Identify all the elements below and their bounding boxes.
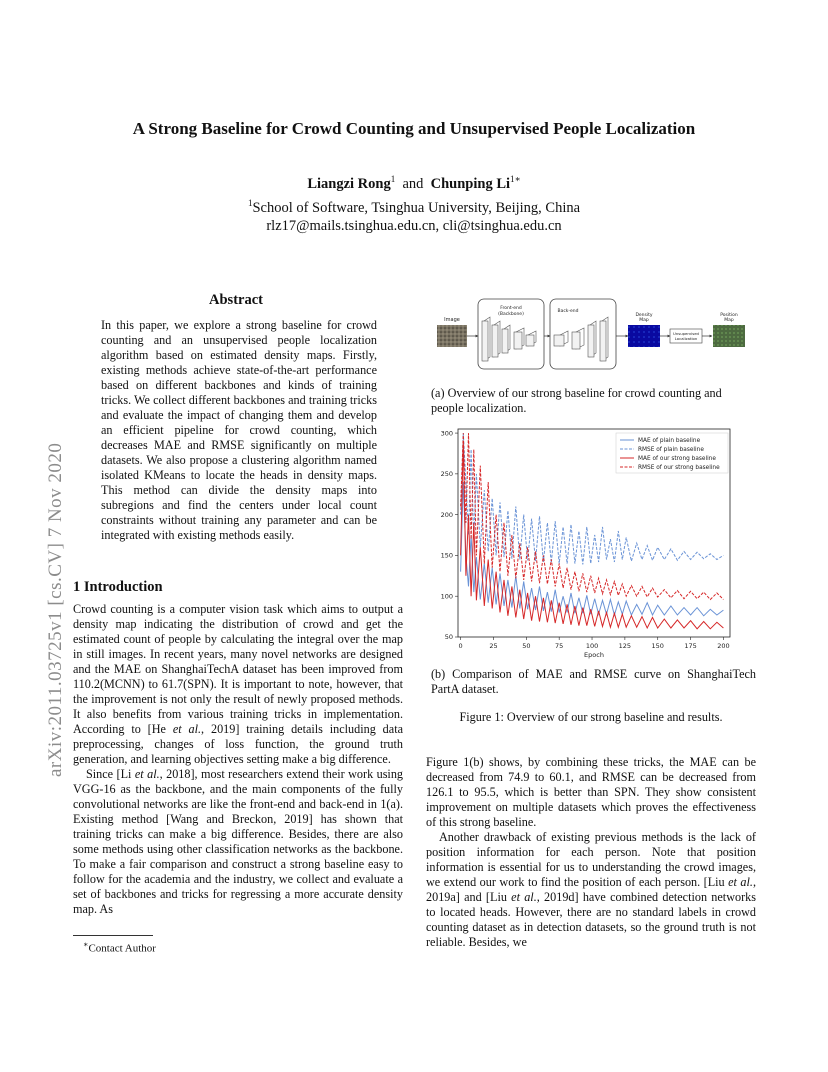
- arxiv-stamp: [23, 307, 66, 777]
- intro-paragraph-4: [426, 830, 756, 950]
- intro-p2-part-a: Since [Li: [86, 767, 135, 781]
- position-label-1: Position: [720, 313, 738, 318]
- figure-caption: Figure 1: Overview of our strong baseline and results.: [459, 710, 723, 724]
- frontend-label-2: (Backbone): [498, 312, 524, 317]
- intro-paragraph-3: Figure 1(b) shows, by combining these tricks, the MAE can be decreased from 74.9 to 60.1, and RMSE can be decreased from 126.1 to 95.5, which is better than SPN. They show consistent improvement on multiple datasets which proves the effectiveness of this strong baseline.: [426, 755, 756, 829]
- author-1: Liangzi Rong: [307, 175, 391, 192]
- x-tick-label: 25: [489, 642, 498, 650]
- x-tick-label: 150: [651, 642, 664, 650]
- y-tick-label: 100: [440, 592, 453, 601]
- input-crowd-texture: [437, 325, 467, 347]
- x-tick-label: 50: [522, 642, 531, 650]
- intro-p4-etal-1: et al.: [728, 875, 753, 889]
- x-tick-label: 100: [585, 642, 599, 650]
- author-conjunction: and: [402, 175, 424, 192]
- intro-p4-part-a: Another drawback of existing previous methods is the lack of position information for each person. Note that position information is essential for us to understanding the crowd images, we extend our work to find the position of each person. [Liu: [426, 830, 756, 889]
- pipeline-diagram: [432, 295, 758, 375]
- intro-paragraph-2: [73, 767, 403, 917]
- y-tick-label: 150: [440, 551, 453, 560]
- author-2-sup: 1∗: [510, 174, 521, 184]
- affiliation-text: School of Software, Tsinghua University, Beijing, China: [252, 199, 581, 216]
- y-tick-label: 300: [440, 429, 453, 438]
- abstract-text: In this paper, we explore a strong baseline for crowd counting and an unsupervised people localization algorithm based on estimated density maps. Firstly, existing methods achieve state-of-the-art performance based on different backbones and kinds of training tricks. We collect different backbones and training tricks and evaluate the impact of changing them and develop an efficient pipeline for crowd counting, which decreases MAE and RMSE significantly on multiple datasets. We also propose a clustering algorithm named isolated KMeans to locate the heads in density maps. This method can divide the density maps into subregions and find the centers under local count constraints without training any parameter and can be integrated with existing methods easily.: [101, 318, 377, 542]
- intro-p2-part-b: , 2018], most researchers extend their work using VGG-16 as the backbone, and the main components of the fully convolutional networks are like the front-end and back-end in 1(a). Existing method [Wang and Breckon, 2019] has shown that training tricks can make a big difference. Besides, there are also some methods using other classification networks as the backbone. To make a fair comparison and construct a strong baseline easy to follow for the academia and the industry, we collect and evaluate a set of backbones and tricks for regressing a more accurate density map. As: [73, 767, 404, 916]
- legend-entry: RMSE of our strong baseline: [638, 465, 720, 471]
- legend-entry: MAE of our strong baseline: [638, 456, 716, 462]
- unsup-label-2: Localization: [674, 336, 698, 341]
- footnote: [83, 940, 156, 955]
- intro-p4-etal-2: et al.: [511, 890, 537, 904]
- intro-left-column: [73, 602, 403, 917]
- mae-rmse-chart: [432, 425, 752, 660]
- affiliation: [0, 198, 828, 217]
- abstract-heading: Abstract: [209, 292, 263, 308]
- density-map-texture: [628, 325, 660, 347]
- intro-p1-etal: et al.: [172, 722, 202, 736]
- chart-legend: [616, 433, 728, 473]
- intro-p4-part-c: , 2019d] have combined detection networks to located heads. However, there are no standard labels in crowd counting dataset as in detection datasets, so the ground truth is not reliable. Besides, we: [426, 890, 756, 949]
- author-2: Chunping Li: [430, 175, 511, 192]
- intro-p1-part-a: Crowd counting is a computer vision task which aims to output a density map indicating the distribution of crowd and get the estimated count of people by calculating the integral over the map in still images. In recent years, many novel networks are designed and the MAE on ShanghaiTechA dataset has been improved from 110.2(MCNN) to 61.7(SPN). It is important to note, however, that the improvement is not only the result of newly proposed methods. It also benefits from various training tricks in implementation. According to [He: [73, 602, 403, 736]
- figure-caption-a: (a) Overview of our strong baseline for crowd counting and people localization.: [431, 386, 722, 415]
- paper-title: A Strong Baseline for Crowd Counting and Unsupervised People Localization: [132, 119, 696, 138]
- intro-paragraph-1: [73, 602, 403, 767]
- diagram-image-label: Image: [444, 317, 460, 323]
- intro-p4-part-b: , 2019a] and [Liu: [426, 875, 756, 904]
- legend-entry: MAE of plain baseline: [638, 438, 701, 444]
- arxiv-stamp-text: arXiv:2011.03725v1 [cs.CV] 7 Nov 2020: [45, 442, 66, 777]
- density-label-2: Map: [639, 318, 649, 323]
- author-line: [0, 174, 828, 193]
- y-tick-label: 50: [444, 633, 453, 642]
- frontend-label-1: Front-end: [500, 306, 522, 311]
- x-tick-label: 125: [618, 642, 632, 650]
- x-tick-label: 75: [555, 642, 564, 650]
- figure-caption-b: (b) Comparison of MAE and RMSE curve on ShanghaiTech PartA dataset.: [431, 667, 756, 696]
- intro-p1-part-b: , 2019] training details including data preprocessing, changes of loss function, the ground truth generation, and learning objectives setting make a big difference.: [73, 722, 403, 766]
- intro-right-column: [426, 755, 756, 950]
- author-1-sup: 1: [390, 174, 396, 184]
- x-axis-label: Epoch: [584, 651, 604, 659]
- intro-p2-etal: et al.: [134, 767, 160, 781]
- section-heading-introduction: 1 Introduction: [73, 579, 163, 595]
- unsup-label-1: Unsupervised: [673, 331, 699, 336]
- email-line: rlz17@mails.tsinghua.edu.cn, cli@tsinghua.edu.cn: [266, 218, 562, 234]
- density-label-1: Density: [635, 313, 653, 318]
- x-tick-label: 0: [458, 642, 463, 650]
- position-map-texture: [713, 325, 745, 347]
- position-label-2: Map: [724, 318, 734, 323]
- footnote-sup: ∗: [83, 940, 89, 949]
- y-tick-label: 200: [440, 510, 453, 519]
- y-tick-label: 250: [440, 470, 453, 479]
- affiliation-sup: 1: [247, 198, 253, 208]
- backend-label: Back-end: [557, 309, 579, 314]
- footnote-text: Contact Author: [88, 942, 156, 955]
- footnote-rule: [73, 935, 153, 936]
- legend-entry: RMSE of plain baseline: [638, 447, 704, 453]
- x-tick-label: 200: [717, 642, 730, 650]
- x-tick-label: 175: [684, 642, 697, 650]
